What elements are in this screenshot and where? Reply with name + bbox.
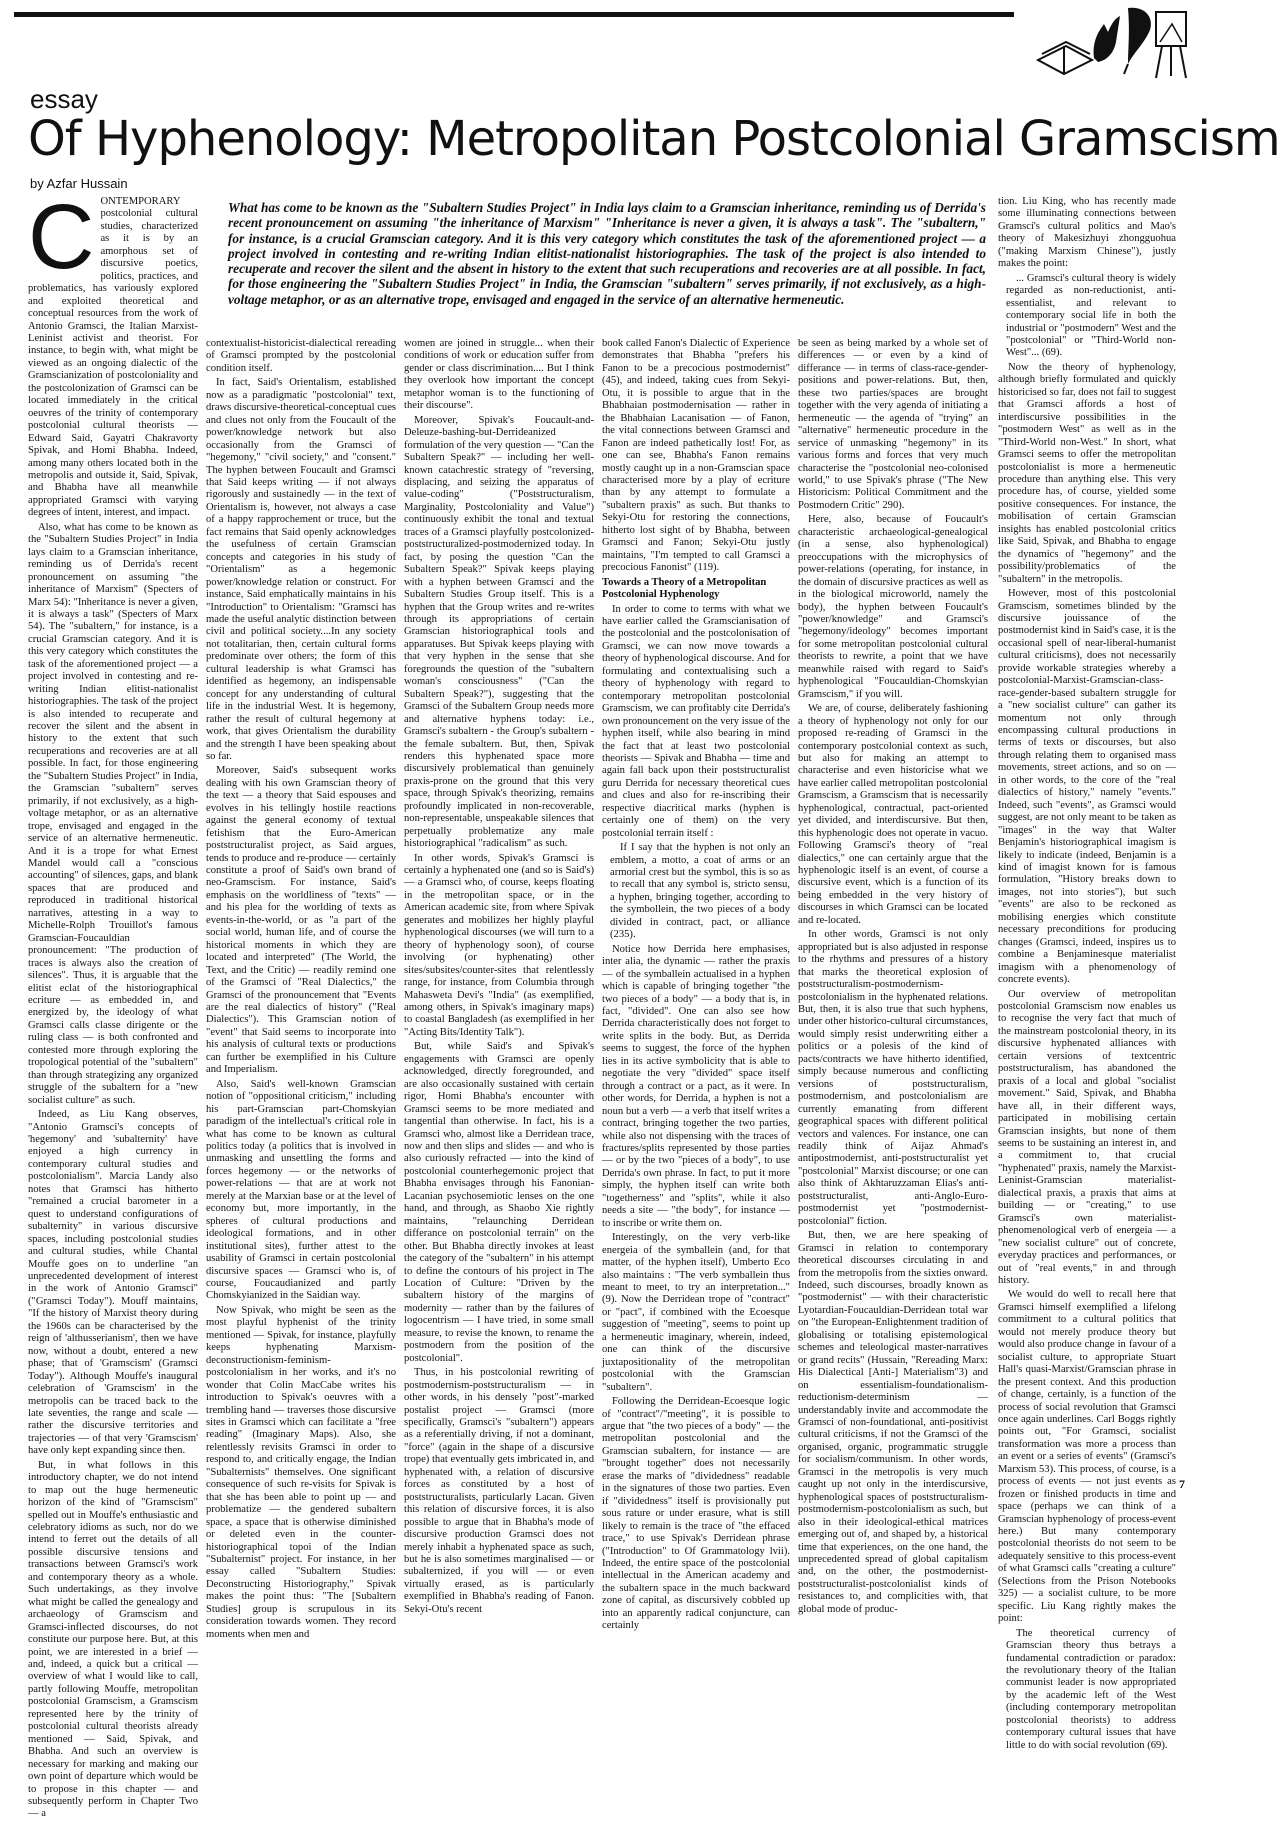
paragraph: ONTEMPORARY postcolonial cultural studies, characterized as it is by an amorphous set of discursive poetics, politics, practices, and problematics, has variously explored and exploited theoretical and conceptual resources from the work of Antonio Gramsci, the Italian Marxist-Leninist activist and theorist. For instance, to begin with, what might be viewed as an ongoing dialectic of the Gramscianization of postcoloniality and the postcolonization of Gramsci can be located immediately in the critical oeuvres of the trinity of contemporary postcolonial cultural theorists — Edward Said, Gayatri Chakravorty Spivak, and Homi Bhabha. Indeed, among many others located both in the metropolis and outside it, Said, Spivak, and Bhabha have all meanwhile appropriated Gramsci with varying degrees of intent, interest, and impact. bbox=[28, 196, 198, 519]
paragraph: Moreover, Spivak's Foucault-and-Deleuze-bashing-but-Derrideanized formulation of the very question — "Can the Subaltern Speak?" — including her well-known catachrestic strategy of "reversing, displacing, and seizing the apparatus of value-coding" ("Poststructuralism, Marginality, Postcoloniality and Value") continuously exhibit the tonal and textual traces of a Gramsci playfully postcolonized-poststructuralized-postmodernized today. In fact, by posing the question "Can the Subaltern Speak?" Spivak keeps playing with a hyphen between Gramsci and the Subaltern Studies Group itself. This is a hyphen that the Group writes and re-writes through its appropriations of certain Gramscian historiographical tools and apparatuses. But Spivak keeps playing with that very hyphen in the sense that she foregrounds the question of the "subaltern woman's consciousness" ("Can the Subaltern Speak?"), suggesting that the Gramsci of the Subaltern Group needs more and alternative hyphens today: i.e., Gramsci's subaltern - the Group's subaltern - the female subaltern. But, then, Spivak renders this hyphenated space more discursively problematical than genuinely praxis-prone on the ground that this very space, through Spivak's theorizing, remains profoundly implicated in non-recoverable, non-representable, unspeakable silences that perpetually problematize any male historiographical "radicalism" as such. bbox=[404, 414, 594, 850]
paragraph: Now Spivak, who might be seen as the most playful hyphenist of the trinity mentioned — Spivak, for instance, playfully keeps hyphenating Marxism-deconstructionism-feminism-postcolonialism in her works, and it's no wonder that Colin MacCabe writes his introduction to Spivak's oeuvres with a trembling hand — traverses those discursive sites in Gramsci which can facilitate a "free reading" (Imaginary Maps). Also, she relentlessly revisits Gramsci in order to respond to, and critically engage, the Indian "Subalternists" themselves. One significant consequence of such re-visits for Spivak is that she has been able to point up — and problematize — the gendered subaltern space, a space that is otherwise diminished or deleted even in the counter-historiographical topoi of the Indian "Subalternist" project. For instance, in her essay called "Subaltern Studies: Deconstructing Historiography," Spivak makes the point thus: "The [Subaltern Studies] group is scrupulous in its consideration towards women. They record moments when men and bbox=[206, 1304, 396, 1640]
paragraph: In other words, Gramsci is not only appropriated but is also adjusted in response to the rhythms and pressures of a history that marks the theoretical explosion of poststructuralism-postmodernism-postcolonialism in the hyphenated relations. But, then, it is also true that such hyphens, under other historico-cultural circumstances, would simply resist underwriting either a politics or a polesis of the kind of pacts/contracts we have hitherto identified, simply because numerous and conflicting versions of poststructuralism, postmodernism, and postcolonialism are currently emanating from different geographical spaces with different political vectors and valences. For instance, one can readily think of Aijaz Ahmad's antipostmodernist, anti-poststructuralist yet "postcolonial" Marxist discourse; or one can also think of Akhtaruzzaman Elias's anti-poststructuralist, anti-Anglo-Euro-postmodernist yet "postmodernist-postcolonial" fiction. bbox=[798, 929, 988, 1227]
paragraph: Our overview of metropolitan postcolonial Gramscism now enables us to recognise the very fact that much of the mainstream postcolonial theory, in its discursive hyphenated alliances with certain versions of textcentric poststructuralism, has abandoned the praxis of a local and global "socialist movement." Said, Spivak, and Bhabha have all, in their different ways, participated in mobilising certain Gramscian insights, but none of them seems to be sustaining an interest in, and a commitment to, that crucial "hyphenated" praxis, namely the Marxist-Leninist-Gramscian materialist-dialectical praxis, a praxis that aims at building — or "creating," to use Gramsci's own materialist-phenomenological verb of energeia — a "new socialist culture" out of concrete, everyday practices and performances, or out of "real events," in and through history. bbox=[998, 988, 1176, 1286]
quill-icon bbox=[1124, 8, 1151, 74]
block-quote: The theoretical currency of Gramscian theory thus betrays a fundamental contradiction or paradox: the revolutionary theory of the Italian communist leader is now appropriated by the academic left of the West (including contemporary metropolitan postcolonial theorists) to address contemporary cultural issues that have little to do with social revolution (69). bbox=[1006, 1627, 1176, 1751]
paragraph: But, while Said's and Spivak's engagements with Gramsci are openly acknowledged, directly foregrounded, and are also occasionally sustained with certain rigor, Homi Bhabha's encounter with Gramsci seems to be more mediated and tangential than otherwise. In fact, his is a Gramsci who, almost like a Derridean trace, now and then slips and slides — and who is also curiously refracted — into the kind of postcolonial counterhegemonic project that Bhabha envisages through his Fanonian-Lacanian psychosemiotic lenses on the one hand, and through, as Shaobo Xie rightly maintains, "relaunching Derridean differance on postcolonial terrain" on the other. But Bhabha directly invokes at least the category of the "subaltern" in his attempt to define the contours of his project in The Location of Culture: "Driven by the subaltern history of the margins of modernity — rather than by the failures of logocentrism — I have tried, in some small measure, to revise the known, to rename the postmodern from the position of the postcolonial". bbox=[404, 1041, 594, 1364]
byline: by Azfar Hussain bbox=[30, 176, 128, 191]
section-label: essay bbox=[30, 84, 98, 114]
hand-icon bbox=[1094, 16, 1120, 62]
paragraph: We are, of course, deliberately fashioning a theory of hyphenology not only for our proposed re-reading of Gramsci in the contemporary postcolonial context as such, but also for making an attempt to characterise and even historicise what we have earlier called metropolitan postcolonial Gramscism, a Gramscism that is necessarily hyphenological, contractual, pact-oriented yet divided, and interdiscursive. But then, this hyphenologic does not operate in vacuo. Following Gramsci's theory of "real dialectics," one can certainly argue that the hyphenologic itself is an event, of course a discursive event, which is a function of its being embedded in the very history of discourses in which Gramsci can be located and re-located. bbox=[798, 703, 988, 926]
section-subhead: Towards a Theory of a Metropolitan Postcolonial Hyphenology bbox=[602, 576, 767, 601]
page-number: 7 bbox=[1179, 1477, 1185, 1491]
paragraph: But, in what follows in this introductory chapter, we do not intend to map out the huge hermeneutic horizon of the kind of "Gramscism" spelled out in Mouffe's enthusiastic and celebratory idioms as such, nor do we intend to ferret out the details of all possible discursive tensions and transactions between Gramsci's work and contemporary theory as a whole. Such undertakings, as they involve what might be called the genealogy and archaeology of Gramscism and Gramsci-inflected discourses, do not constitute our purpose here. But, at this point, we are interested in a brief — and, indeed, a quick but a critical — overview of what I would like to call, partly following Mouffe, metropolitan postcolonial Gramscism, a Gramscism represented here by the trinity of postcolonial cultural theorists already mentioned — Said, Spivak, and Bhabha. And such an overview is necessary for marking and making our own point of departure which would be to propose in this chapter — and subsequently perform in Chapter Two — a bbox=[28, 1459, 198, 1820]
paragraph: Thus, in his postcolonial rewriting of postmodernism-poststructuralism — in other words, in his densely "post"-marked postalist project — Gramsci (more specifically, Gramsci's "subaltern") appears as a referentially driving, if not a dominant, "force" (again in the shape of a discursive trope) that eventually gets imbricated in, and hyphenated with, a relation of discursive forces as constituted by a host of poststructuralists, particularly Lacan. Given this relation of discursive forces, it is also possible to argue that in Bhabha's mode of discursive production Gramsci does not merely inhabit a hyphenated space as such, but he is also sometimes marginalised — or subalternized, if you will — or even virtually erased, as is particularly exemplified in Bhabha's reading of Fanon. Sekyi-Otu's recent bbox=[404, 1367, 594, 1615]
top-rule bbox=[14, 12, 1014, 17]
column-2 bbox=[206, 338, 397, 1640]
paragraph: Interestingly, on the very verb-like energeia of the symballein (and, for that matter, of the hyphen itself), Umberto Eco also maintains : "The verb symballein thus meant to meet, to try an interpretation..." (9). Now the Derridean trope of "contract" or "pact", if combined with the Ecoesque suggestion of "meeting", seems to point up a hermeneutic imaginary, wherein, indeed, one can think of the discursive juxtapositionality of the metropolitan postcolonial with the Gramscian "subaltern". bbox=[602, 1232, 790, 1393]
paragraph: tion. Liu King, who has recently made some illuminating connections between Gramsci's cultural politics and Mao's theory of Makesizhuyi zhongguohua ("making Marxism Chinese"), justly makes the point: bbox=[998, 196, 1176, 270]
paragraph: Also, what has come to be known as the "Subaltern Studies Project" in India lays claim to a Gramscian inheritance, reminding us of Derrida's recent pronouncement on assuming "the inheritance of Marxism" (Specters of Marx 54): "Inheritance is never a given, it is always a task" (Specters of Marx 54). The "subaltern," for instance, is a crucial Gramscian category. And it is this very category which constitutes the task of the aforementioned project — a project involved in contesting and re-writing Indian elitist-nationalist historiographies. The task of the project is also intended to recuperate and recover the silent and the absent in history to the extent that such recuperations and recoveries are at all possible. In fact, for those engineering the "Subaltern Studies Project" in India, the Gramscian "subaltern" serves primarily, if not exclusively, as a high-voltage metaphor, or as an alternative trope, envisaged and engaged in the service of an alternative hermeneutic. And it is a trope for what Ernest Mandel would call a "conscious accounting" of silences, gaps, and blank spaces that are produced and reproduced in traditional historical narratives, attesting in a way to Michelle-Rolph Trouillot's famous Gramscian-Foucauldian pronouncement: "The production of traces is always also the creation of silences". Thus, it is arguable that the elitist eclat of the historiographical ecriture — as embedded in, and energized by, the ideology of what Gramsci calls classe dirigente or the ruling class — is both confronted and contested more through exploring the tropological potential of the "subaltern" than through strategizing any organized struggle of the subaltern for a "new socialist culture" as such. bbox=[28, 521, 198, 1106]
paragraph: We would do well to recall here that Gramsci himself exemplified a lifelong commitment to a cultural politics that would not merely produce theory but would also produce change in favour of a socialist culture, to appropriate Stuart Hall's quasi-Marxist/Gramscian phrase in the present context. And this production of change, certainly, is a function of the process of social revolution that Gramsci once again underlines. Carl Boggs rightly points out, "For Gramsci, socialist transformation was more a process than an event or a series of events" (Gramsci's Marxism 53). This process, of course, is a process of events — not just events as frozen or finished products in time and space (perhaps we can think of a Gramscian hyphenology of process-event here.) But many contemporary postcolonial theorists do not seem to be adequately sensitive to this process-event of what Gramsci calls "creating a culture" (Selections from the Prison Notebooks 325) — a socialist culture, to be more specific. Liu Kang rightly makes the point: bbox=[998, 1289, 1176, 1625]
paragraph: Indeed, as Liu Kang observes, "Antonio Gramsci's concepts of 'hegemony' and 'subalternity' have enjoyed a high currency in contemporary cultural studies and postcolonialism". Marcia Landy also notes that Gramsci has hitherto "remained a crucial barometer in a quest to understand configurations of subalternity" in various discursive spaces, including postcolonial studies and cultural studies, while Chantal Mouffe goes on to underline "an unprecedented development of interest in the work of Antonio Gramsci" ("Gramsci Today"). Mouff maintains, "If the history of Marxist theory during the 1960s can be characterised by the reign of 'althusserianism', then we have now, without a doubt, entered a new phase; that of 'Gramscism' (Gramsci Today"). Although Mouffe's inaugural celebration of 'Gramscism' in the metropolis can be traced back to the late seventies, the range and scale — rather the discursive territories and trajectories — of that very 'Gramscism' have only kept expanding since then. bbox=[28, 1109, 198, 1457]
paragraph: Now the theory of hyphenology, although briefly formulated and quickly historicised so far, does not fail to suggest that Gramsci affords a host of interdiscursive possibilities in the "postmodern West" as well as in the "Third-World non-West." In short, what Gramsci seems to offer the metropolitan postcolonialist is more a hermeneutic procedure than anything else. This very procedure has, of course, yielded some positive consequences. For instance, the mobilisation of certain Gramscian insights has enabled postcolonial critics like Said, Spivak, and Bhabha to engage the dynamics of "hegemony" and the possibility/problematics of the "subaltern" in the metropolis. bbox=[998, 361, 1176, 585]
paragraph: In order to come to terms with what we have earlier called the Gramscianisation of the postcolonial and the postcolonisation of Gramsci, we can now move towards a theory of hyphenological discourse. And for formulating and contextualising such a theory of hyphenology with regard to contemporary metropolitan postcolonial Gramscism, we can profitably cite Derrida's own pronouncement on the very issue of the hyphen itself, while also bearing in mind the fact that at least two postcolonial theorists — Spivak and Bhabha — time and again fall back upon their poststructuralist guru Derrida for necessary theoretical cues and clues and also for re-inscribing their respective diacritical marks (hyphen is certainly one of them) on the very postcolonial terrain itself : bbox=[602, 603, 790, 839]
paragraph: But, then, we are here speaking of Gramsci in relation to contemporary theoretical discourses circulating in and from the metropolis from the sixties onward. Indeed, such discourses, broadly known as "postmodernist" — with their characteristic Lyotardian-Foucauldian-Derridean total war on "the European-Enlightenment tradition of globalising or totalising epistemological schemes and teleological master-narratives or grand recits" (Hussain, "Rereading Marx: His Dialectical [Anti-] Materialism"3) and on essentialism-foundationalism-reductionism-determinism — understandably invite and accommodate the Gramsci of non-foundational, anti-positivist cultural criticisms, if not the Gramsci of the organised, organic, programmatic struggle for socialism/communism. In other words, Gramsci in the metropolis is very much caught up not only in the interdiscursive, hyphenological spaces of poststructuralism-postmodernism-postcolonialism as such, but also in their ideological-ethical matrices emerging out of, and shaped by, a historical time that experiences, on the one hand, the unprecedented spread of global capitalism and, on the other, the postmodernist-poststructuralist-postcolonialist kinds of resistances to, and complicities with, that global mode of produc- bbox=[798, 1230, 988, 1615]
paragraph: Notice how Derrida here emphasises, inter alia, the dynamic — rather the praxis — of the symballein actualised in a hyphen which is capable of bringing together "the two pieces of a body" — a body that is, in fact, "divided". One can also see how Derrida characteristically does not forget to write splits in the body. But, as Derrida seems to suggest, the force of the hyphen lies in its active symbolicity that is able to negotiate the very "divided" space itself through a contract or a pact, as it were. In other words, for Derrida, a hyphen is not a noun but a verb — a verb that itself writes a contract, bringing together the two parties, while also not dispensing with the traces of fractures/splits represented by those parties — or by the two "pieces of a body", to use Derrida's own phrase. In fact, to put it more simply, the hyphen itself can write both "togetherness" and "splits", while it also needs a site — "the body", for instance — to inscribe or write them on. bbox=[602, 943, 790, 1229]
column-5 bbox=[798, 338, 988, 1615]
paragraph: be seen as being marked by a whole set of differences — or even by a kind of differance — in terms of class-race-gender-positions and power-relations. But, then, these two parties/spaces are brought together with the very agenda of initiating a hermeneutic — the agenda of "trying" an "alternative" hermeneutic procedure in the service of unmasking "hegemony" in its various forms and forces that very much characterise the "postcolonial neo-colonised world," to use Spivak's phrase ("The New Historicism: Political Commitment and the Postmodern Critic" 290). bbox=[798, 338, 988, 511]
book-icon bbox=[1038, 42, 1092, 74]
paragraph: contextualist-historicist-dialectical rereading of Gramsci prompted by the postcolonial condition itself. bbox=[206, 338, 396, 374]
easel-icon bbox=[1156, 12, 1186, 78]
block-quote: ... Gramsci's cultural theory is widely regarded as non-reductionist, anti-essentialist, and relevant to contemporary social life in both the industrial or "postmodern" West and the "postcolonial" or "Third-World non-West"... (69). bbox=[1006, 272, 1176, 359]
article-headline: Of Hyphenology: Metropolitan Postcolonial Gramscism bbox=[28, 111, 1280, 167]
paragraph: In other words, Spivak's Gramsci is certainly a hyphenated one (and so is Said's) — a Gramsci who, of course, keeps floating in the metropolitan space, or in the American academic site, from where Spivak generates and mobilizes her highly playful hyphenological discourses (we will turn to a theory of hyphenology soon), of course involving (or hyphenating) other sites/subsites/counter-sites that relentlessly range, for instance, from Columbia through Mahasweta Devi's "India" (as exemplified, among others, in Spivak's imaginary maps) to coastal Bangladesh (as exemplified in her "Acting Bits/Identity Talk"). bbox=[404, 852, 594, 1038]
header-illustration bbox=[1032, 2, 1192, 82]
column-1 bbox=[28, 186, 198, 1820]
column-6 bbox=[998, 196, 1176, 1751]
pull-quote: What has come to be known as the "Subaltern Studies Project" in India lays claim to a Gramscian inheritance, reminding us of Derrida's recent pronouncement on assuming "the inheritance of Marxism" "Inheritance is never a given, it is always a task". The "subaltern," for instance, is a crucial Gramscian category. And it is this very category which constitutes the task of the aforementioned project — a project involved in contesting and re-writing Indian elitist-nationalist historiographies. The task of the project is also intended to recuperate and recover the silent and the absent in history to the extent that such recuperations and recoveries are at all possible. In fact, for those engineering the "Subaltern Studies Project" in India, the Gramscian "subaltern" serves primarily, if not exclusively, as a high-voltage metaphor, or as an alternative trope, envisaged and engaged in the service of an alternative hermeneutic. bbox=[228, 200, 986, 307]
paragraph: Moreover, Said's subsequent works dealing with his own Gramscian theory of the text — a theory that Said espouses and evolves in his tellingly hostile reactions against the general economy of textual fetishism that the Euro-American poststructuralist project, as Said argues, tends to produce and re-produce — certainly constitute a proof of Said's own brand of neo-Gramscism. For instance, Said's emphasis on the worldliness of "texts" — and his plea for the worlding of texts as events-in-the-world, or as "a part of the social world, human life, and of course the historical moments in which they are located and interpreted" (The World, the Text, and the Critic) — readily remind one of the Gramsci of "Real Dialectics," the Gramsci of the pronouncement that "Events are the real dialectics of history" ("Real Dialectics"). This Gramscian notion of "event" that Said seems to incorporate into his analysis of cultural texts or productions can further be exemplified in his Culture and Imperialism. bbox=[206, 765, 396, 1076]
paragraph: However, most of this postcolonial Gramscism, sometimes blinded by the discursive jouissance of the postmodernist kind in Said's case, it is the occasional spell of near-liberal-humanist cultural criticisms), does not necessarily provide workable strategies whereby a postcolonial-Marxist-Gramscian-class-race-gender-based subaltern struggle for a "new socialist culture" can gather its momentum not only through encompassing cultural productions in terms of texts or discourses, but also through relating them to organised mass movements, street actions, and so on — in other words, to the core of the "real dialectics of history," namely "events." Indeed, such "events", as Gramsci would suggest, are not only meant to be taken as "images" in the way that Walter Benjamin's historiographical imagism is likely to indicate (indeed, Benjamin is a kind of imagist known for is famous formulation, "History breaks down to images, not into stories"), but such "events" are also to be reckoned as mobilising energies which constitute necessary preconditions for producing changes (Gramsci, indeed, inspires us to combine a Benjaminesque materialist imagism with a phenomenology of concrete events). bbox=[998, 588, 1176, 986]
paragraph: Also, Said's well-known Gramscian notion of "oppositional criticism," including his part-Gramscian part-Chomskyian paradigm of the intellectual's critical role in what has come to be known as cultural politics today (a politics that is involved in unmasking and unsettling the forms and forces hegemony — or the networks of power-relations — that are at work not merely at the Marxian base or at the level of economy but, more importantly, in the spheres of cultural productions and ideological formations, and in other institutional sites), further attest to the usability of Gramsci in certain postcolonial discursive spaces — Gramsci who is, of course, Foucaudianized and partly Chomskyianized in the Saidian way. bbox=[206, 1078, 396, 1302]
paragraph: Here, also, because of Foucault's characteristic archaeological-genealogical (in a sense, also hyphenological) preoccupations with the microphysics of power-relations (operating, for instance, in the domain of discursive practices as well as in the biological microworld, namely the body), the hyphen between Foucault's "power/knowledge" and Gramsci's "hegemony/ideology" becomes important for some metropolitan postcolonial cultural theorists to rewrite, a point that we have meanwhile raised with regard to Said's hyphenological "Foucauldian-Chomskyian Gramscism," if you will. bbox=[798, 514, 988, 700]
paragraph: book called Fanon's Dialectic of Experience demonstrates that Bhabha "prefers his Fanon to be a precocious postmodernist" (45), and indeed, taking cues from Sekyi-Otu, it is possible to argue that in the Bhabhaian postmodernisation — rather in the Bhabhaian Lacanisation — of Fanon, the vital connections between Gramsci and Fanon are indeed pathetically lost! For, as one can see, Bhabha's Fanon remains mostly caught up in a non-Gramscian space characterised more by a play of ecriture than by any attempt to formulate a "subaltern praxis" as such. But thanks to Sekyi-Otu for restoring the connections, hitherto lost sight of by Bhabha, between Gramsci and Fanon; Sekyi-Otu justly maintains, "I'm tempted to call Gramsci a precocious Fanonist" (119). bbox=[602, 338, 790, 574]
paragraph: In fact, Said's Orientalism, established now as a paradigmatic "postcolonial" text, draws discursive-theoretical-conceptual cues and clues not only from the Foucault of the power/knowledge network but also occasionally from the Gramsci of "hegemony," "civil society," and "consent." The hyphen between Foucault and Gramsci that Said keeps writing — if not always rigorously and sustainedly — in the text of Orientalism is, however, not always a case of a happy rapprochement or truce, but the fact remains that Said openly acknowledges the usefulness of certain Gramscian concepts and categories in his study of "Orientalism" as a hegemonic power/knowledge relation or construct. For instance, Said emphatically maintains in his "Introduction" to Orientalism: "Gramsci has made the useful analytic distinction between civil and political society....In any society not totalitarian, then, certain cultural forms predominate over others; the form of this cultural leadership is what Gramsci has identified as hegemony, an indispensable concept for any understanding of cultural life in the industrial West. It is hegemony, rather the result of cultural hegemony at work, that gives Orientalism the durability and the strength I have been speaking about so far. bbox=[206, 377, 397, 762]
block-quote: If I say that the hyphen is not only an emblem, a motto, a coat of arms or an armorial crest but the symbol, this is so as to recall that any symbol is, stricto sensu, a hyphen, bringing together, according to the symbollein, the two pieces of a body divided in contract, pact, or alliance (235). bbox=[610, 842, 790, 941]
paragraph: Following the Derridean-Ecoesque logic of "contract"/"meeting", it is possible to argue that "the two pieces of a body" — the metropolitan postcolonial and the Gramscian subaltern, for instance — are "brought together" does not necessarily erase the marks of "dividedness" readable in the signatures of those two parties. Even if "dividedness" itself is provisionally put sous rature or under erasure, what is still likely to remain is the trace of "the effaced trace," to use Spivak's Derridean phrase ("Introduction" to Of Grammatology lvii). Indeed, the entire space of the postcolonial intellectual in the American academy and the subaltern space in the much backward zone of capital, as discursively cobbled up into an apparently radical conjuncture, can certainly bbox=[602, 1396, 790, 1632]
paragraph: women are joined in struggle... when their conditions of work or education suffer from gender or class discrimination.... But I think they overlook how important the concept metaphor woman is to the functioning of their discourse". bbox=[404, 338, 594, 412]
column-3 bbox=[404, 338, 594, 1615]
column-4 bbox=[602, 338, 790, 1632]
drop-cap: C bbox=[28, 186, 95, 288]
